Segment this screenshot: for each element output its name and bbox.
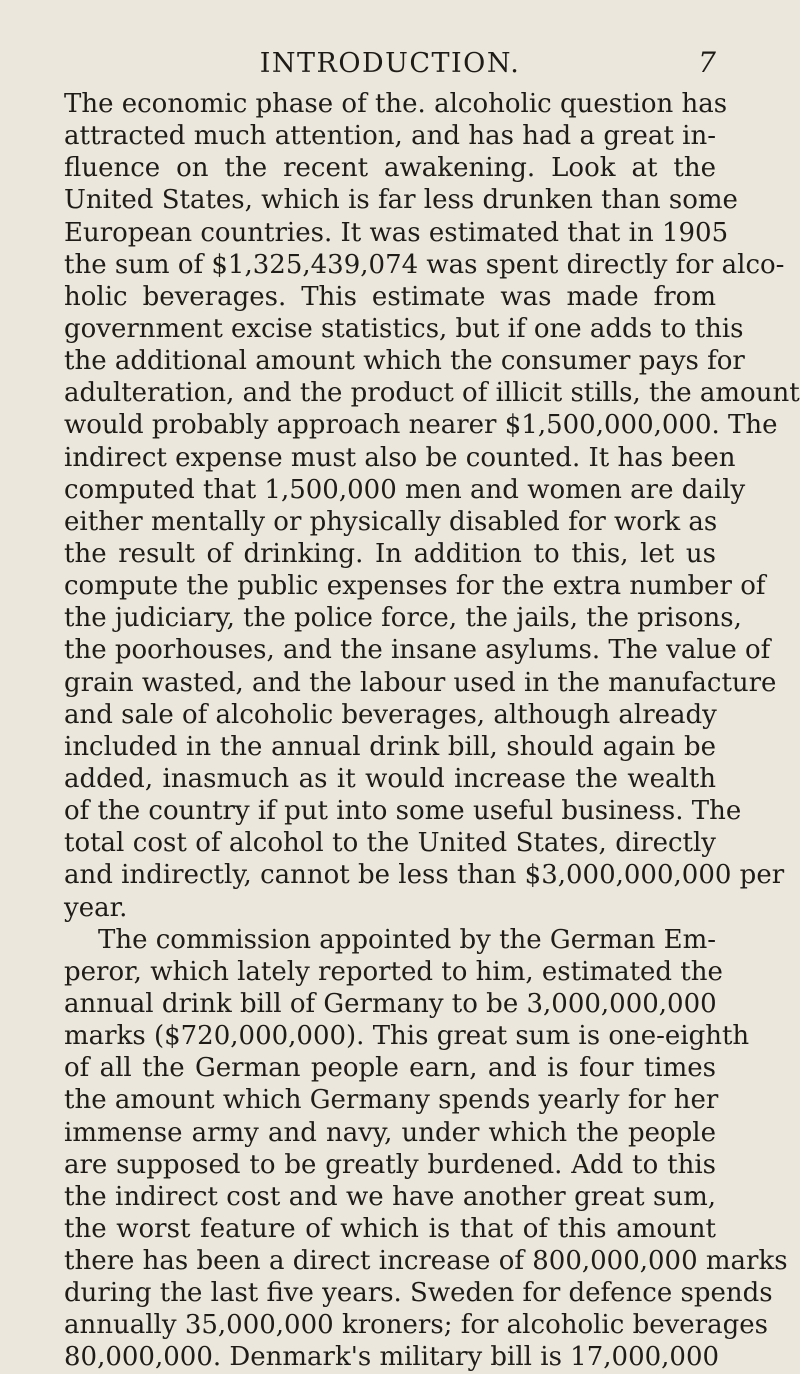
text-line: fluence on the recent awakening. Look at the bbox=[64, 153, 716, 184]
text-line: are supposed to be greatly burdened. Add to this bbox=[64, 1149, 716, 1180]
text-line: computed that 1,500,000 men and women are daily bbox=[64, 474, 746, 505]
text-line: indirect expense must also be counted. It has been bbox=[64, 442, 736, 473]
text-line: there has been a direct increase of 800,000,000 marks bbox=[64, 1246, 788, 1277]
text-line: attracted much attention, and has had a great in- bbox=[64, 121, 716, 152]
text-line: included in the annual drink bill, should again be bbox=[64, 731, 716, 762]
text-line: the indirect cost and we have another great sum, bbox=[64, 1181, 716, 1212]
text-line: year. bbox=[64, 892, 128, 923]
text-line: the poorhouses, and the insane asylums. The value of bbox=[64, 635, 771, 666]
text-line: adulteration, and the product of illicit stills, the amount bbox=[64, 378, 800, 409]
text-line: grain wasted, and the labour used in the manufacture bbox=[64, 667, 777, 698]
text-line: United States, which is far less drunken than some bbox=[64, 185, 738, 216]
paragraph bbox=[64, 88, 800, 924]
text-line: immense army and navy, under which the people bbox=[64, 1117, 716, 1148]
text-line: the judiciary, the police force, the jails, the prisons, bbox=[64, 603, 742, 634]
text-line: compute the public expenses for the extra number of bbox=[64, 571, 766, 602]
text-line: European countries. It was estimated that in 1905 bbox=[64, 217, 729, 248]
text-line: and indirectly, cannot be less than $3,000,000,000 per bbox=[64, 860, 785, 891]
text-line: The commission appointed by the German Em- bbox=[98, 924, 717, 955]
text-line: the worst feature of which is that of this amount bbox=[64, 1213, 716, 1244]
text-line: during the last five years. Sweden for defence spends bbox=[64, 1278, 773, 1309]
text-line: The economic phase of the. alcoholic question has bbox=[64, 89, 728, 119]
text-line: and sale of alcoholic beverages, although already bbox=[64, 699, 717, 730]
text-line: the sum of $1,325,439,074 was spent directly for alco- bbox=[64, 249, 785, 280]
running-head bbox=[64, 44, 716, 84]
text-line: of all the German people earn, and is four times bbox=[64, 1053, 716, 1084]
text-line: annual drink bill of Germany to be 3,000,000,000 bbox=[64, 988, 717, 1019]
running-head-title: INTRODUCTION. bbox=[259, 48, 521, 79]
text-line: the amount which Germany spends yearly for her bbox=[64, 1085, 719, 1116]
text-line: government excise statistics, but if one adds to this bbox=[64, 313, 744, 344]
body-text bbox=[64, 88, 800, 1374]
text-line: added, inasmuch as it would increase the wealth bbox=[64, 763, 716, 794]
text-line: of the country if put into some useful business. The bbox=[64, 796, 742, 827]
text-line: either mentally or physically disabled for work as bbox=[64, 506, 718, 537]
text-line: peror, which lately reported to him, estimated the bbox=[64, 956, 723, 987]
paragraph bbox=[64, 924, 788, 1374]
text-line: the result of drinking. In addition to this, let us bbox=[64, 538, 716, 569]
text-line: would probably approach nearer $1,500,000,000. The bbox=[64, 410, 778, 441]
text-line: holic beverages. This estimate was made from bbox=[64, 281, 716, 312]
text-line: total cost of alcohol to the United States, directly bbox=[64, 828, 716, 859]
text-line: the additional amount which the consumer pays for bbox=[64, 346, 745, 377]
text-line: 80,000,000. Denmark's military bill is 17,000,000 bbox=[64, 1342, 720, 1373]
page-number: 7 bbox=[698, 46, 716, 79]
text-line: marks ($720,000,000). This great sum is one-eighth bbox=[64, 1021, 750, 1052]
text-line: annually 35,000,000 kroners; for alcoholic beverages bbox=[64, 1310, 768, 1341]
